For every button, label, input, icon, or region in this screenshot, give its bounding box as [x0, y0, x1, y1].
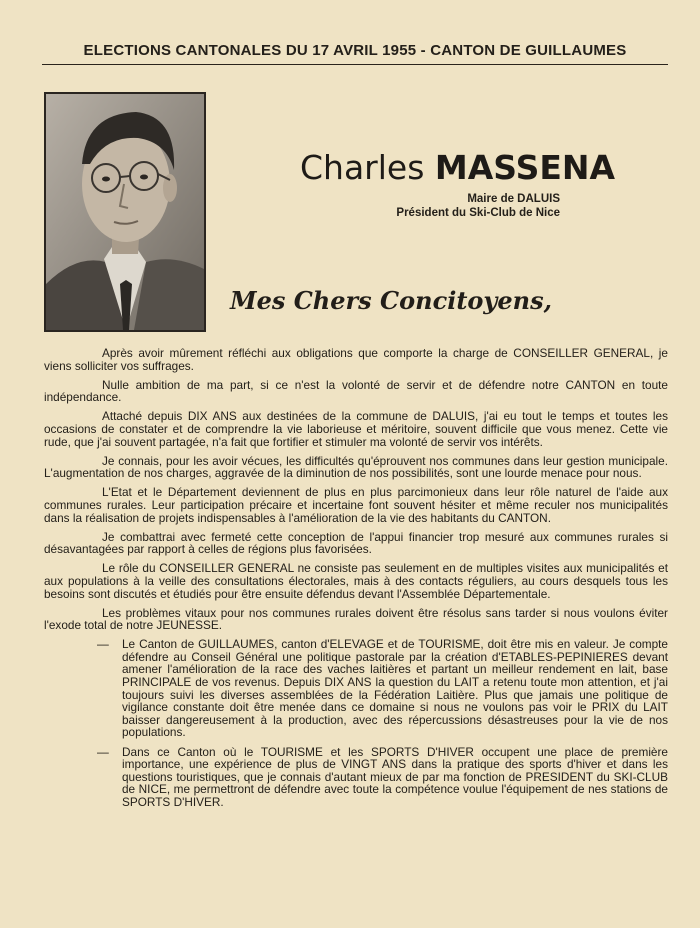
paragraph: Je connais, pour les avoir vécues, les difficultés qu'éprouvent nos communes dans leur gestion municipale. L'augmentation de nos charges, aggravée de la diminution de nos possibilités, sont une lourde menace pour nous.: [44, 453, 668, 481]
candidate-titles: [340, 192, 560, 220]
bullet-text: Le Canton de GUILLAUMES, canton d'ELEVAGE et de TOURISME, doit être mis en valeur. Je compte défendre au Conseil Général une politique pastorale par la création d'ETABLES-PEPINIERES devant amener l'amélioration de la race des vaches laitières et partant un meilleur rendement en lait, base PRINCIPALE de vos revenus. Depuis DIX ANS la question du LAIT a retenu toute mon attention, et j'ai toujours suivi les diverses assemblées de la Fédération Laitière. Plus que jamais une politique de vigilance constante doit être menée dans ce domaine si nous ne voulons pas voir le PRIX du LAIT baisser dangereusement à la production, avec des répercussions désastreuses pour la vie de nos populations.: [122, 637, 668, 740]
candidate-first-name: Charles: [300, 148, 425, 187]
candidate-last-name: MASSENA: [434, 148, 616, 187]
candidate-name: [300, 148, 620, 187]
candidate-title-president: Président du Ski-Club de Nice: [396, 207, 560, 219]
bullet-text: Dans ce Canton où le TOURISME et les SPORTS D'HIVER occupent une place de première importance, une expérience de plus de VINGT ANS dans la pratique des sports d'hiver et dans les questions touristiques, que je connais d'autant mieux de par ma fonction de PRESIDENT du SKI-CLUB de NICE, me permettront de défendre avec toute la compétence voulue l'équipement de nes stations de SPORTS D'HIVER.: [122, 744, 668, 809]
bullet-dash: —: [97, 744, 109, 759]
bullet-item: [44, 638, 668, 739]
paragraph: Les problèmes vitaux pour nos communes rurales doivent être résolus sans tarder si nous voulons éviter l'exode total de notre JEUNESSE.: [44, 605, 668, 633]
paragraph: Après avoir mûrement réfléchi aux obligations que comporte la charge de CONSEILLER GENERAL, je viens solliciter vos suffrages.: [44, 346, 668, 373]
paragraph: Nulle ambition de ma part, si ce n'est la volonté de servir et de défendre notre CANTON en toute indépendance.: [44, 377, 668, 405]
letter-body: [44, 347, 668, 815]
paragraph: Attaché depuis DIX ANS aux destinées de la commune de DALUIS, j'ai eu tout le temps et toutes les occasions de constater et de comprendre la vie laborieuse et méritoire, souvent difficile que vous menez. Cette vie rude, que j'ai souvent partagée, n'a fait que fortifier et stimuler ma volonté de servir vos intérêts.: [44, 409, 668, 449]
candidate-portrait-photo: [44, 92, 206, 332]
portrait-photo-icon: [46, 94, 204, 330]
bullet-item: [44, 746, 668, 809]
election-header: ELECTIONS CANTONALES DU 17 AVRIL 1955 - CANTON DE GUILLAUMES: [42, 38, 668, 65]
bullet-dash: —: [97, 637, 109, 652]
candidate-title-mayor: Maire de DALUIS: [467, 193, 560, 205]
paragraph: Le rôle du CONSEILLER GENERAL ne consiste pas seulement en de multiples visites aux municipalités et aux populations à la veille des consultations électorales, mais à des contacts réguliers, au cours desquels tous les besoins sont discutés et étudiés pour être ensuite défendus devant l'Assemblée Départementale.: [44, 561, 668, 601]
paragraph: L'Etat et le Département deviennent de plus en plus parcimonieux dans leur rôle naturel de l'aide aux communes rurales. Leur participation précaire et incertaine font souvent hésiter et même reculer nos municipalités dans la réalisation de projets indispensables à l'amélioration de la vie des habitants du CANTON.: [44, 485, 668, 525]
paragraph: Je combattrai avec fermeté cette conception de l'appui financier trop mesuré aux communes rurales si désavantagées par rapport à celles de régions plus favorisées.: [44, 529, 668, 557]
greeting-heading: Mes Chers Concitoyens,: [230, 286, 552, 315]
